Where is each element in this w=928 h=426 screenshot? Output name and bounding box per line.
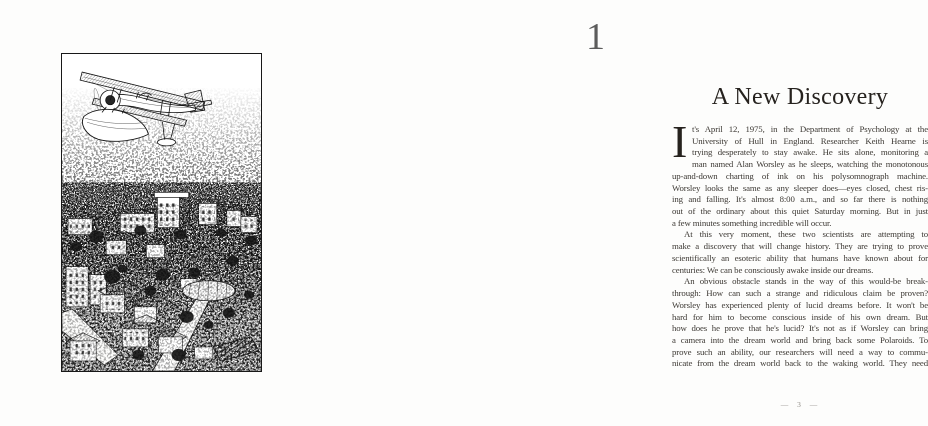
text-line: through: How can such a strange and ridiculous claim be proven? (672, 288, 928, 299)
text-line: nicate from the dream world back to the waking world. They need (672, 358, 928, 369)
text-line: centuries: We can be consciously awake inside our dreams. (672, 264, 874, 275)
text-line: University of Hull in England. Researcher Keith Hearne is (692, 135, 928, 146)
text-line: a camera into the dream world and bring back some Polaroids. To (672, 334, 928, 345)
text-line: Worsley has experienced plenty of lucid dreams before. It won't be (672, 299, 928, 310)
text-line: how does he prove that he's lucid? It's not as if Worsley can bring (672, 323, 928, 334)
illustration-canvas (62, 54, 261, 371)
chapter-title: A New Discovery (711, 84, 889, 110)
town-illustration (62, 192, 261, 371)
text-line: An obvious obstacle stands in the way of this would-be break- (684, 276, 928, 287)
body-text (672, 116, 928, 370)
text-line: out of the ordinary about this quiet Saturday morning. But in just (672, 206, 928, 217)
folio-ornament-right: — (809, 400, 820, 409)
text-line: ing and falling. It's almost 8:00 a.m., and so far there is nothing (672, 194, 928, 205)
text-line: trying desperately to stay awake. He sits alone, monitoring a (692, 147, 928, 158)
text-line: prove such an ability, our researchers will need a way to commu- (672, 346, 928, 357)
text-line: man named Alan Worsley as he sleeps, watching the monotonous (692, 159, 928, 170)
text-line: make a discovery that will change history. They are trying to prove (672, 241, 928, 252)
illustration-biplane-over-town (61, 53, 262, 372)
page-left (0, 0, 320, 426)
page-number (672, 400, 928, 409)
folio-number: 3 (797, 400, 803, 409)
text-line: a few minutes something incredible will occur. (672, 217, 832, 228)
chapter-number: 1 (586, 16, 605, 58)
drop-cap: I (672, 116, 688, 167)
text-line: hard for him to become conscious inside of his own dream. But (672, 311, 928, 322)
text-line: scientifically an esoteric ability that humans have known about for (672, 252, 928, 263)
text-line: up-and-down charting of ink on his polysomnograph machine. (672, 170, 928, 181)
text-line: Worsley looks the same as any sleeper does—eyes closed, chest ris- (672, 182, 928, 193)
text-line: At this very moment, these two scientists are attempting to (684, 229, 928, 240)
text-line: t's April 12, 1975, in the Department of Psychology at the (692, 124, 928, 134)
folio-ornament-left: — (780, 400, 791, 409)
page-right (320, 0, 928, 426)
